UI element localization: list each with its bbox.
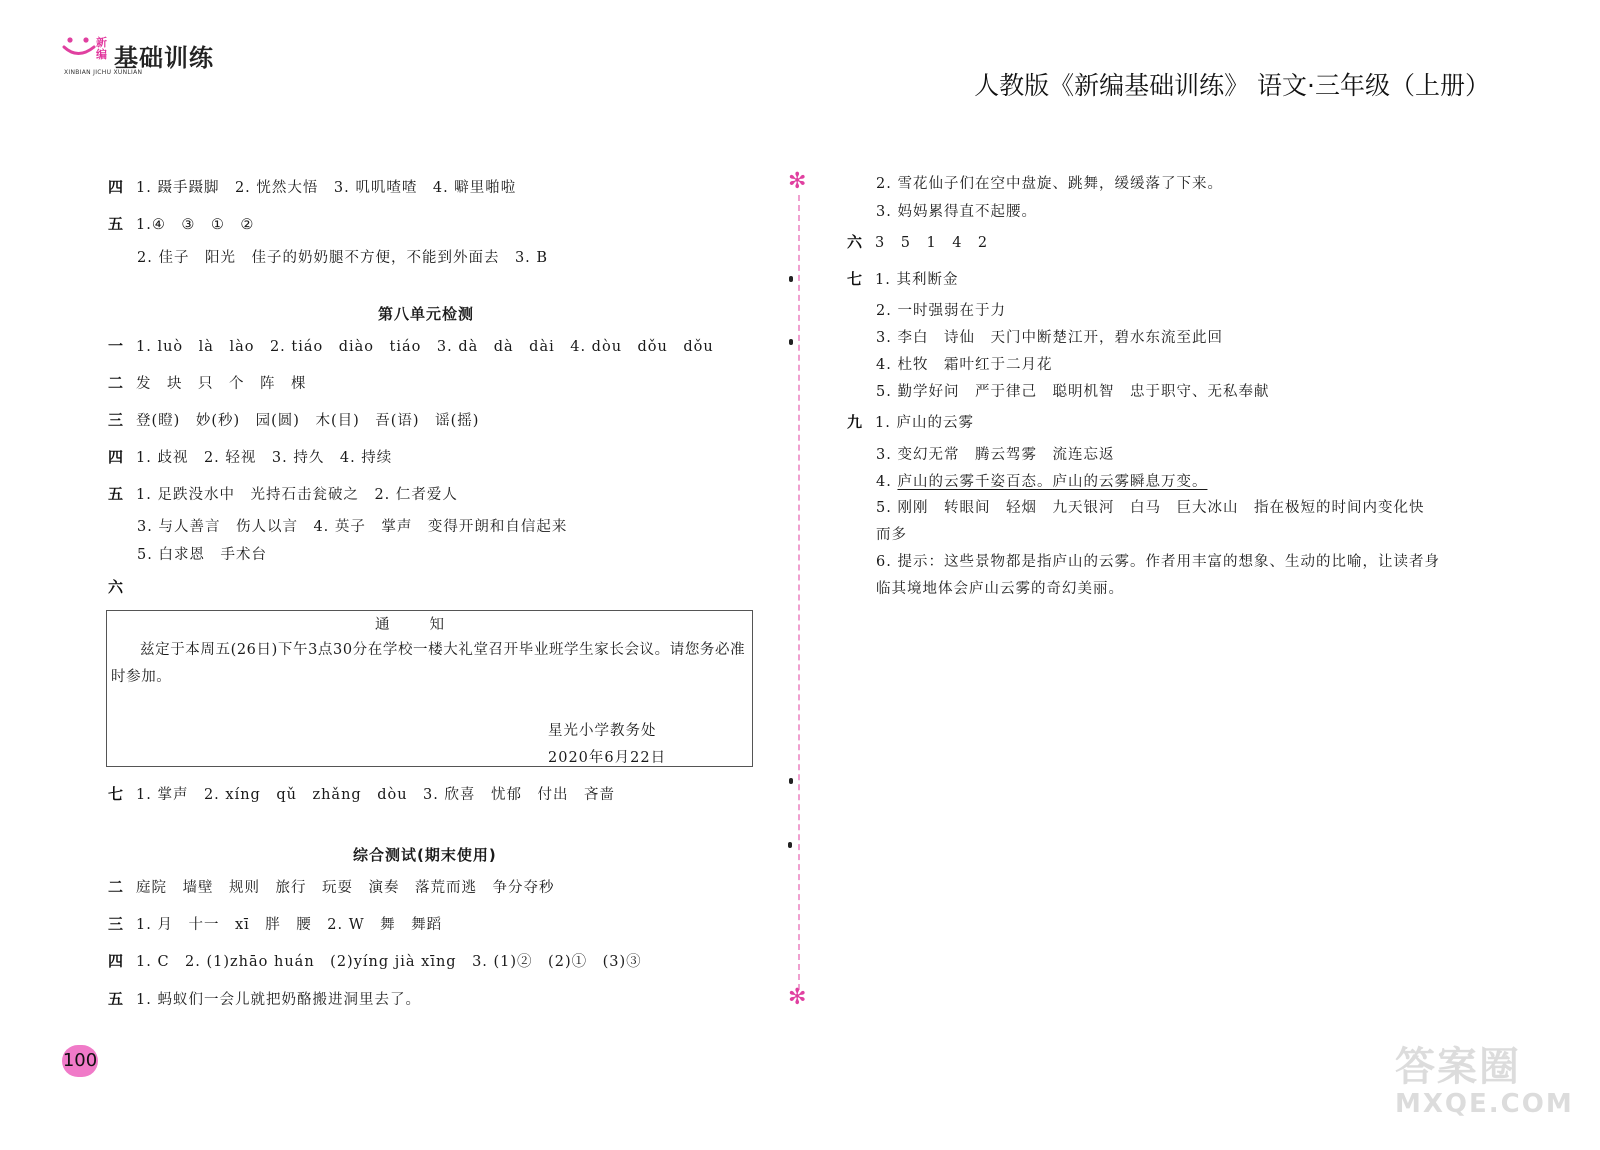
answer-line: 三 1. 月 十一 xī 胖 腰 2. W 舞 舞蹈 — [108, 915, 443, 933]
logo-smile-icon — [62, 36, 96, 60]
answer-line: 四 1. 歧视 2. 轻视 3. 持久 4. 持续 — [108, 448, 393, 466]
notice-box — [106, 610, 753, 767]
answer-line: 五 1.④ ③ ① ② — [108, 215, 255, 233]
answer-line: 一 1. luò là lào 2. tiáo diào tiáo 3. dà dà dài 4. dòu dǒu dǒu — [108, 337, 714, 355]
answer-line: 临其境地体会庐山云雾的奇幻美丽。 — [876, 581, 1124, 597]
answer-line: 3. 妈妈累得直不起腰。 — [876, 204, 1037, 220]
answer-line: 二 庭院 墙壁 规则 旅行 玩耍 演奏 落荒而逃 争分夺秒 — [108, 878, 555, 896]
answer-line: 七 1. 其利断金 — [847, 270, 959, 288]
answer-line: 5. 勤学好问 严于律己 聪明机智 忠于职守、无私奉献 — [876, 384, 1270, 400]
answer-line: 6. 提示：这些景物都是指庐山的云雾。作者用丰富的想象、生动的比喻，让读者身 — [876, 554, 1440, 570]
answer-line: 五 1. 蚂蚁们一会儿就把奶酪搬进洞里去了。 — [108, 990, 421, 1008]
notice-body: 兹定于本周五(26日)下午3点30分在学校一楼大礼堂召开毕业班学生家长会议。请您务必准时参加。 — [111, 642, 746, 685]
watermark-title: 答案圈 — [1395, 1044, 1521, 1090]
answer-line: 五 1. 足跌没水中 光持石击瓮破之 2. 仁者爱人 — [108, 485, 458, 503]
answer-line: 5. 刚刚 转眼间 轻烟 九天银河 白马 巨大冰山 指在极短的时间内变化快 — [876, 500, 1425, 516]
page-number: 100 — [62, 1045, 98, 1077]
underlined-sentence: 庐山的云雾瞬息万变。 — [1052, 474, 1208, 490]
answer-line: 而多 — [876, 527, 907, 543]
answer-line: 六 — [108, 578, 125, 596]
column-divider — [798, 195, 800, 990]
notice-title: 通知 — [375, 617, 484, 633]
answer-line: 3. 李白 诗仙 天门中断楚江开，碧水东流至此回 — [876, 330, 1223, 346]
logo-title: 基础训练 — [114, 44, 214, 72]
flower-icon: ✻ — [788, 985, 807, 1010]
section-title-unit8: 第八单元检测 — [378, 305, 475, 323]
notice-signature: 星光小学教务处 — [548, 723, 657, 739]
answer-line: 2. 雪花仙子们在空中盘旋、跳舞，缓缓落了下来。 — [876, 176, 1223, 192]
answer-line: 2. 佳子 阳光 佳子的奶奶腿不方便，不能到外面去 3. B — [137, 250, 549, 266]
answer-line: 九 1. 庐山的云雾 — [847, 413, 974, 431]
underlined-sentence: 庐山的云雾千姿百态。 — [897, 474, 1053, 490]
answer-line: 3. 与人善言 伤人以言 4. 英子 掌声 变得开朗和自信起来 — [137, 519, 568, 535]
answer-line: 七 1. 掌声 2. xíng qǔ zhǎng dòu 3. 欣喜 忧郁 付出 吝啬 — [108, 785, 615, 803]
answer-line: 4. 庐山的云雾千姿百态。庐山的云雾瞬息万变。 — [876, 474, 1208, 490]
answer-line: 四 1. 蹑手蹑脚 2. 恍然大悟 3. 叽叽喳喳 4. 噼里啪啦 — [108, 178, 517, 196]
watermark-logo — [1395, 1035, 1574, 1125]
logo-pinyin: XINBIAN JICHU XUNLIAN — [64, 69, 143, 76]
flower-icon: ✻ — [788, 169, 807, 194]
answer-line: 5. 白求恩 手术台 — [137, 547, 267, 563]
answer-line: 三 登(瞪) 妙(秒) 园(圆) 木(目) 吾(语) 谣(摇) — [108, 411, 480, 429]
binding-hole — [789, 339, 793, 345]
answer-line: 四 1. C 2. (1)zhāo huán (2)yíng jià xīng 3. (1)② (2)① (3)③ — [108, 952, 642, 970]
answer-line: 六 3 5 1 4 2 — [847, 233, 989, 251]
binding-hole — [789, 276, 793, 282]
answer-line: 2. 一时强弱在于力 — [876, 303, 1006, 319]
notice-date: 2020年6月22日 — [548, 750, 667, 766]
watermark-domain: MXQE.COM — [1395, 1089, 1574, 1119]
binding-hole — [789, 778, 793, 784]
answer-line: 二 发 块 只 个 阵 棵 — [108, 374, 307, 392]
book-title: 人教版《新编基础训练》 语文·三年级（上册） — [974, 71, 1490, 100]
answer-line: 4. 杜牧 霜叶红于二月花 — [876, 357, 1053, 373]
logo-mark: 新 编 — [96, 36, 107, 61]
section-title-final: 综合测试(期末使用) — [353, 846, 497, 864]
answer-line: 3. 变幻无常 腾云驾雾 流连忘返 — [876, 447, 1115, 463]
binding-hole — [788, 842, 792, 848]
